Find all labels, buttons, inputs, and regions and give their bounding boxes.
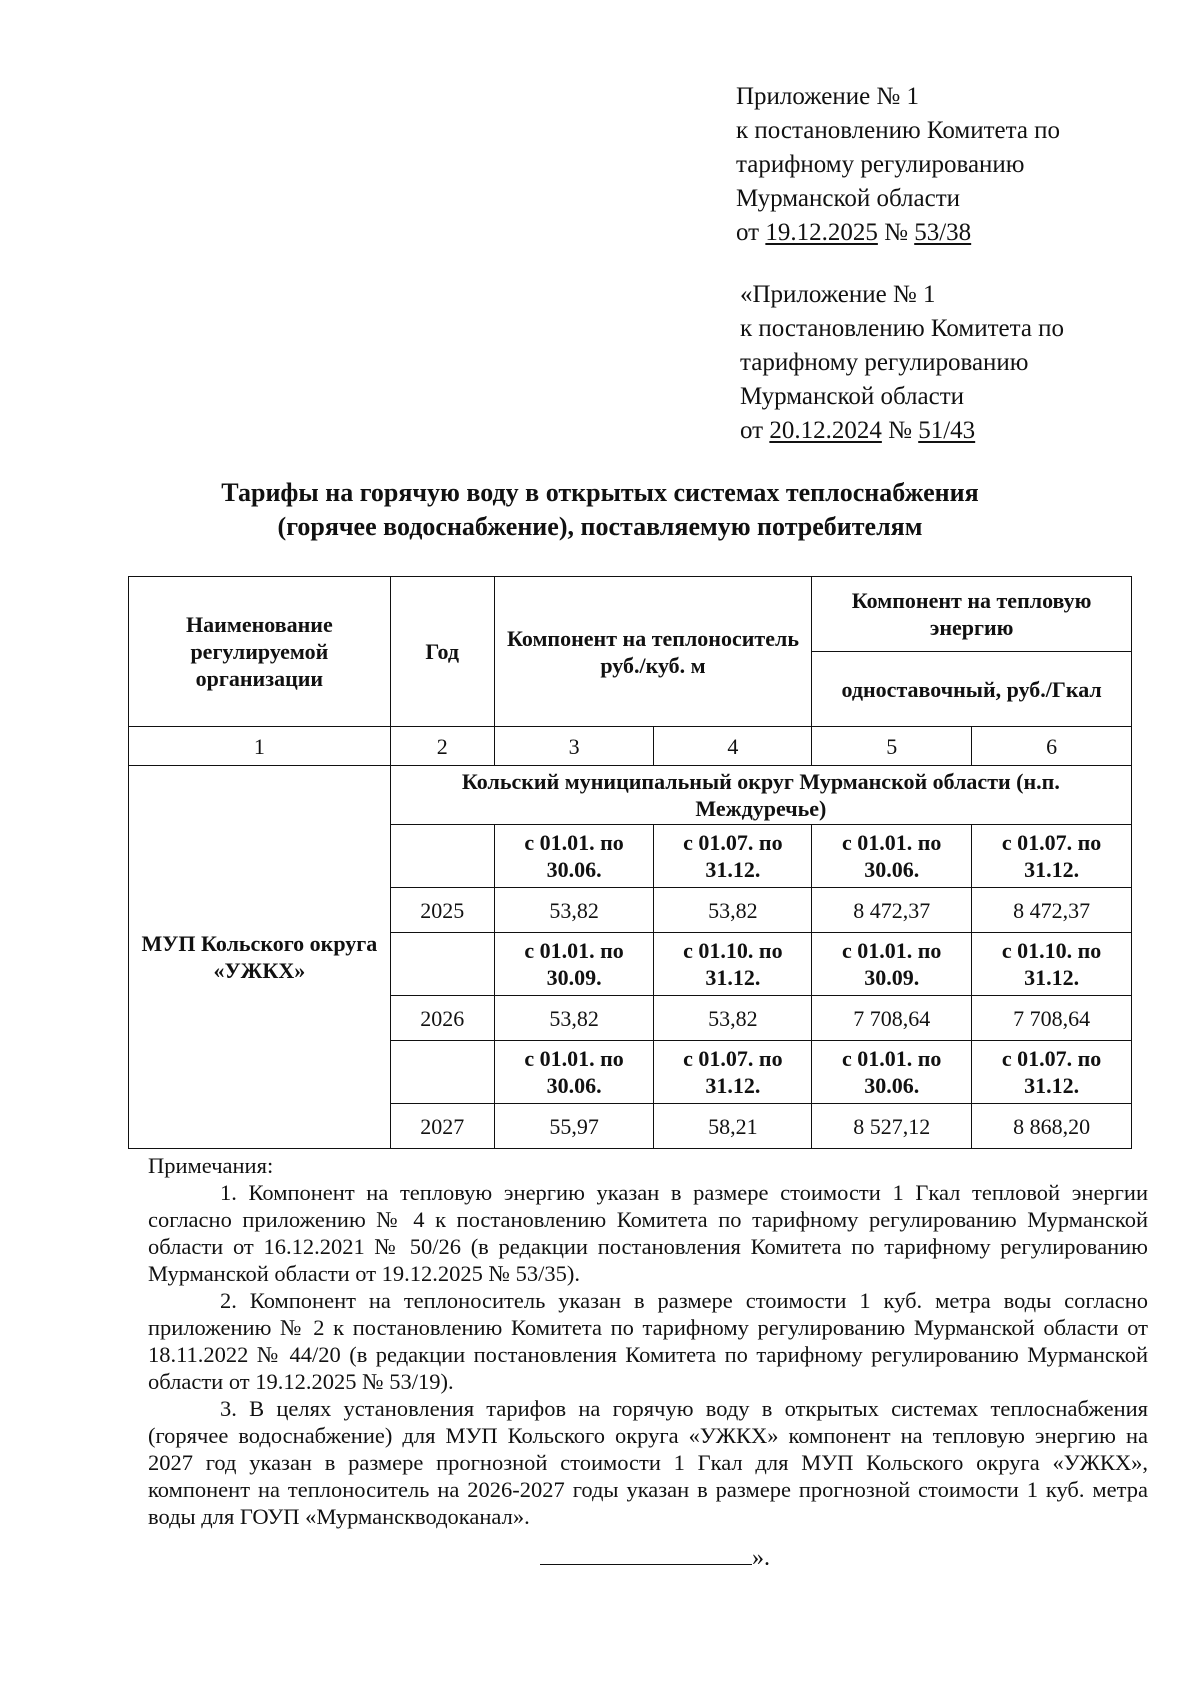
period-cell: с 01.01. по 30.06. [494, 825, 654, 888]
appendix-current [736, 80, 1060, 250]
appendix-previous-line-1: «Приложение № 1 [740, 281, 936, 308]
appendix-previous-date: 20.12.2024 [769, 417, 882, 444]
year-cell: 2027 [390, 1104, 494, 1149]
period-cell: с 01.01. по 30.09. [812, 933, 972, 996]
value-cell: 55,97 [494, 1104, 654, 1149]
appendix-current-from: от [736, 219, 760, 246]
appendix-current-date: 19.12.2025 [765, 219, 878, 246]
header-carrier: Компонент на теплоноситель руб./куб. м [494, 577, 812, 727]
column-number-row [129, 727, 1132, 766]
header-org: Наименование регулируемой организации [129, 577, 391, 727]
value-cell: 7 708,64 [972, 996, 1132, 1041]
closing-rule [540, 1564, 752, 1565]
period-cell: с 01.07. по 31.12. [654, 1041, 812, 1104]
value-cell: 7 708,64 [812, 996, 972, 1041]
organization-cell: МУП Кольского округа «УЖКХ» [129, 766, 391, 1149]
appendix-previous-from: от [740, 417, 764, 444]
empty-year-cell [390, 825, 494, 888]
period-cell: с 01.10. по 31.12. [972, 933, 1132, 996]
appendix-current-number-sign: № [884, 219, 908, 246]
document-title [150, 476, 1050, 544]
appendix-previous-line-2: к постановлению Комитета по [740, 315, 1065, 342]
appendix-previous-line-3: тарифному регулированию [740, 349, 1029, 376]
value-cell: 58,21 [654, 1104, 812, 1149]
period-cell: с 01.01. по 30.06. [812, 1041, 972, 1104]
tariff-table [128, 576, 1132, 1149]
table-header-row [129, 577, 1132, 652]
title-line-2: (горячее водоснабжение), поставляемую потребителям [277, 512, 923, 541]
municipality-cell: Кольский муниципальный округ Мурманской области (н.п. Междуречье) [390, 766, 1131, 825]
period-cell: с 01.07. по 31.12. [654, 825, 812, 888]
closing-quote: ». [752, 1545, 770, 1571]
note-item-2: 2. Компонент на теплоноситель указан в размере стоимости 1 куб. метра воды согласно приложению № 2 к постановлению Комитета по тарифному регулированию Мурманской области от 18.11.2022 № 44/20 (в редакции постановления Комитета по тарифному регулированию Мурманской области от 19.12.2025 № 53/19). [148, 1288, 1148, 1394]
value-cell: 8 472,37 [972, 888, 1132, 933]
column-number: 3 [494, 727, 654, 766]
value-cell: 8 472,37 [812, 888, 972, 933]
appendix-previous-date-line [740, 414, 1064, 448]
header-year: Год [390, 577, 494, 727]
appendix-previous-number: 51/43 [918, 417, 976, 444]
appendix-current-date-line [736, 216, 1060, 250]
period-cell: с 01.01. по 30.09. [494, 933, 654, 996]
period-cell: с 01.01. по 30.06. [494, 1041, 654, 1104]
appendix-current-number: 53/38 [914, 219, 972, 246]
period-cell: с 01.07. по 31.12. [972, 825, 1132, 888]
period-cell: с 01.10. по 31.12. [654, 933, 812, 996]
column-number: 6 [972, 727, 1132, 766]
column-number: 2 [390, 727, 494, 766]
closing-line [540, 1545, 770, 1572]
title-line-1: Тарифы на горячую воду в открытых системах теплоснабжения [221, 478, 979, 507]
empty-year-cell [390, 1041, 494, 1104]
header-energy-sub: одноставочный, руб./Гкал [812, 652, 1132, 727]
note-item-1: 1. Компонент на тепловую энергию указан в размере стоимости 1 Гкал тепловой энергии согласно приложению № 4 к постановлению Комитета по тарифному регулированию Мурманской области от 16.12.2021 № 50/26 (в редакции постановления Комитета по тарифному регулированию Мурманской области от 19.12.2025 № 53/35). [148, 1180, 1148, 1286]
value-cell: 53,82 [494, 888, 654, 933]
appendix-current-line-1: Приложение № 1 [736, 83, 920, 110]
year-cell: 2025 [390, 888, 494, 933]
column-number: 5 [812, 727, 972, 766]
value-cell: 8 868,20 [972, 1104, 1132, 1149]
appendix-previous-number-sign: № [888, 417, 912, 444]
appendix-current-line-3: тарифному регулированию [736, 151, 1025, 178]
value-cell: 8 527,12 [812, 1104, 972, 1149]
notes-section [148, 1152, 1148, 1530]
column-number: 4 [654, 727, 812, 766]
empty-year-cell [390, 933, 494, 996]
value-cell: 53,82 [654, 888, 812, 933]
year-cell: 2026 [390, 996, 494, 1041]
appendix-previous-line-4: Мурманской области [740, 383, 965, 410]
notes-heading: Примечания: [148, 1153, 274, 1178]
note-item-3: 3. В целях установления тарифов на горячую воду в открытых системах теплоснабжения (горячее водоснабжение) для МУП Кольского округа «УЖКХ» компонент на тепловую энергию на 2027 год указан в размере прогнозной стоимости 1 Гкал для МУП Кольского округа «УЖКХ», компонент на теплоноситель на 2026-2027 годы указан в размере прогнозной стоимости 1 куб. метра воды для ГОУП «Мурманскводоканал». [148, 1396, 1148, 1529]
period-cell: с 01.01. по 30.06. [812, 825, 972, 888]
header-energy: Компонент на тепловую энергию [812, 577, 1132, 652]
appendix-current-line-4: Мурманской области [736, 185, 961, 212]
period-cell: с 01.07. по 31.12. [972, 1041, 1132, 1104]
value-cell: 53,82 [654, 996, 812, 1041]
column-number: 1 [129, 727, 391, 766]
value-cell: 53,82 [494, 996, 654, 1041]
appendix-current-line-2: к постановлению Комитета по [736, 117, 1061, 144]
municipality-row [129, 766, 1132, 825]
appendix-previous [740, 278, 1064, 448]
